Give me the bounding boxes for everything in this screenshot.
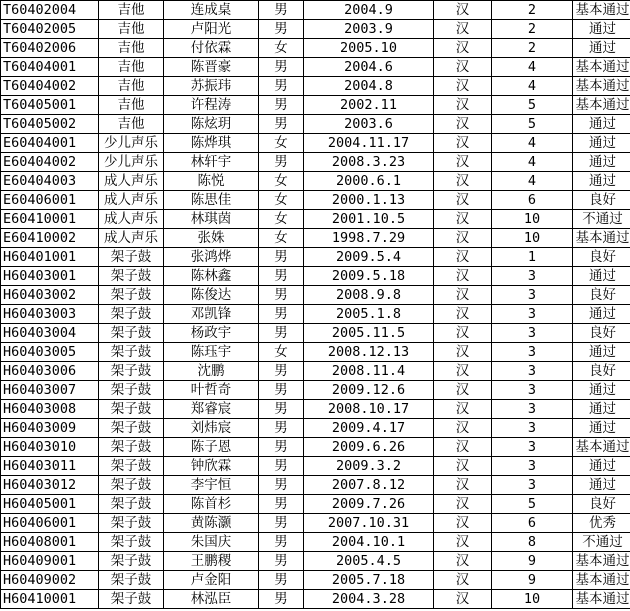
gender-cell: 女	[259, 191, 304, 210]
ethnicity-cell: 汉	[434, 96, 492, 115]
birth-date-cell: 2008.3.23	[304, 153, 434, 172]
exam-level-cell: 2	[492, 20, 573, 39]
student-name-cell: 杨政宇	[164, 324, 259, 343]
gender-cell: 男	[259, 514, 304, 533]
table-row	[1, 476, 630, 495]
student-id-cell: H60408001	[1, 533, 99, 552]
exam-level-cell: 4	[492, 58, 573, 77]
birth-date-cell: 2004.9	[304, 1, 434, 20]
table-row	[1, 438, 630, 457]
table-row	[1, 419, 630, 438]
student-name-cell: 苏振玮	[164, 77, 259, 96]
birth-date-cell: 2004.8	[304, 77, 434, 96]
instrument-cell: 架子鼓	[99, 286, 164, 305]
birth-date-cell: 2002.11	[304, 96, 434, 115]
birth-date-cell: 2003.9	[304, 20, 434, 39]
exam-level-cell: 3	[492, 362, 573, 381]
table-row	[1, 514, 630, 533]
gender-cell: 男	[259, 153, 304, 172]
instrument-cell: 架子鼓	[99, 419, 164, 438]
instrument-cell: 架子鼓	[99, 457, 164, 476]
exam-result-cell: 通过	[573, 343, 630, 362]
ethnicity-cell: 汉	[434, 476, 492, 495]
instrument-cell: 架子鼓	[99, 571, 164, 590]
exam-level-cell: 2	[492, 1, 573, 20]
exam-level-cell: 9	[492, 552, 573, 571]
table-row	[1, 457, 630, 476]
student-id-cell: H60409001	[1, 552, 99, 571]
exam-result-cell: 通过	[573, 381, 630, 400]
instrument-cell: 吉他	[99, 1, 164, 20]
table-row	[1, 153, 630, 172]
gender-cell: 男	[259, 552, 304, 571]
student-id-cell: T60405002	[1, 115, 99, 134]
exam-result-cell: 基本通过	[573, 438, 630, 457]
exam-result-cell: 基本通过	[573, 229, 630, 248]
exam-result-cell: 基本通过	[573, 96, 630, 115]
student-id-cell: H60401001	[1, 248, 99, 267]
gender-cell: 男	[259, 495, 304, 514]
birth-date-cell: 2009.3.2	[304, 457, 434, 476]
instrument-cell: 架子鼓	[99, 305, 164, 324]
table-body	[1, 1, 630, 609]
exam-level-cell: 5	[492, 96, 573, 115]
student-name-cell: 朱国庆	[164, 533, 259, 552]
table-row	[1, 172, 630, 191]
gender-cell: 男	[259, 381, 304, 400]
instrument-cell: 少儿声乐	[99, 134, 164, 153]
ethnicity-cell: 汉	[434, 305, 492, 324]
instrument-cell: 架子鼓	[99, 362, 164, 381]
exam-level-cell: 4	[492, 172, 573, 191]
student-name-cell: 黄陈灏	[164, 514, 259, 533]
ethnicity-cell: 汉	[434, 495, 492, 514]
student-name-cell: 陈悦	[164, 172, 259, 191]
table-row	[1, 324, 630, 343]
student-name-cell: 郑睿宸	[164, 400, 259, 419]
student-name-cell: 许程涛	[164, 96, 259, 115]
gender-cell: 女	[259, 172, 304, 191]
ethnicity-cell: 汉	[434, 438, 492, 457]
gender-cell: 男	[259, 419, 304, 438]
birth-date-cell: 2001.10.5	[304, 210, 434, 229]
student-name-cell: 叶哲奇	[164, 381, 259, 400]
gender-cell: 男	[259, 20, 304, 39]
student-id-cell: H60403004	[1, 324, 99, 343]
exam-result-cell: 良好	[573, 362, 630, 381]
ethnicity-cell: 汉	[434, 552, 492, 571]
table-row	[1, 286, 630, 305]
instrument-cell: 成人声乐	[99, 210, 164, 229]
exam-result-cell: 基本通过	[573, 571, 630, 590]
exam-result-cell: 良好	[573, 191, 630, 210]
instrument-cell: 成人声乐	[99, 229, 164, 248]
exam-result-cell: 基本通过	[573, 590, 630, 609]
table-row	[1, 343, 630, 362]
student-id-cell: T60404001	[1, 58, 99, 77]
student-id-cell: H60403007	[1, 381, 99, 400]
birth-date-cell: 2009.5.4	[304, 248, 434, 267]
ethnicity-cell: 汉	[434, 419, 492, 438]
table-row	[1, 381, 630, 400]
exam-result-cell: 良好	[573, 495, 630, 514]
instrument-cell: 吉他	[99, 77, 164, 96]
table-row	[1, 362, 630, 381]
student-name-cell: 陈首杉	[164, 495, 259, 514]
student-name-cell: 沈鹏	[164, 362, 259, 381]
table-row	[1, 115, 630, 134]
exam-level-cell: 9	[492, 571, 573, 590]
instrument-cell: 架子鼓	[99, 267, 164, 286]
instrument-cell: 架子鼓	[99, 590, 164, 609]
birth-date-cell: 2005.7.18	[304, 571, 434, 590]
birth-date-cell: 2004.3.28	[304, 590, 434, 609]
student-id-cell: T60402005	[1, 20, 99, 39]
student-name-cell: 卢阳光	[164, 20, 259, 39]
student-name-cell: 卢金阳	[164, 571, 259, 590]
student-id-cell: T60405001	[1, 96, 99, 115]
ethnicity-cell: 汉	[434, 115, 492, 134]
ethnicity-cell: 汉	[434, 58, 492, 77]
exam-result-cell: 优秀	[573, 514, 630, 533]
student-id-cell: E60410001	[1, 210, 99, 229]
instrument-cell: 架子鼓	[99, 248, 164, 267]
table-row	[1, 267, 630, 286]
exam-result-cell: 通过	[573, 153, 630, 172]
student-name-cell: 张姝	[164, 229, 259, 248]
gender-cell: 男	[259, 590, 304, 609]
student-id-cell: E60404003	[1, 172, 99, 191]
student-id-cell: T60402004	[1, 1, 99, 20]
student-id-cell: E60404001	[1, 134, 99, 153]
birth-date-cell: 2003.6	[304, 115, 434, 134]
student-name-cell: 刘炜宸	[164, 419, 259, 438]
student-id-cell: E60406001	[1, 191, 99, 210]
ethnicity-cell: 汉	[434, 286, 492, 305]
instrument-cell: 架子鼓	[99, 495, 164, 514]
table-row	[1, 305, 630, 324]
birth-date-cell: 2005.1.8	[304, 305, 434, 324]
exam-level-cell: 6	[492, 514, 573, 533]
exam-level-cell: 3	[492, 267, 573, 286]
exam-level-cell: 6	[492, 191, 573, 210]
ethnicity-cell: 汉	[434, 362, 492, 381]
gender-cell: 女	[259, 39, 304, 58]
student-name-cell: 林琪茵	[164, 210, 259, 229]
table-row	[1, 590, 630, 609]
gender-cell: 女	[259, 343, 304, 362]
instrument-cell: 架子鼓	[99, 514, 164, 533]
student-id-cell: T60402006	[1, 39, 99, 58]
student-name-cell: 陈晋豪	[164, 58, 259, 77]
gender-cell: 女	[259, 134, 304, 153]
student-name-cell: 陈林鑫	[164, 267, 259, 286]
table-row	[1, 495, 630, 514]
exam-result-cell: 基本通过	[573, 58, 630, 77]
exam-result-cell: 不通过	[573, 210, 630, 229]
birth-date-cell: 2000.1.13	[304, 191, 434, 210]
ethnicity-cell: 汉	[434, 77, 492, 96]
student-name-cell: 林泓臣	[164, 590, 259, 609]
ethnicity-cell: 汉	[434, 324, 492, 343]
ethnicity-cell: 汉	[434, 343, 492, 362]
instrument-cell: 吉他	[99, 39, 164, 58]
ethnicity-cell: 汉	[434, 229, 492, 248]
instrument-cell: 架子鼓	[99, 438, 164, 457]
exam-result-cell: 通过	[573, 305, 630, 324]
ethnicity-cell: 汉	[434, 457, 492, 476]
birth-date-cell: 2007.10.31	[304, 514, 434, 533]
student-name-cell: 陈俊达	[164, 286, 259, 305]
birth-date-cell: 2004.6	[304, 58, 434, 77]
student-name-cell: 邓凯锋	[164, 305, 259, 324]
student-name-cell: 王鹏稷	[164, 552, 259, 571]
gender-cell: 女	[259, 210, 304, 229]
student-name-cell: 陈珏宇	[164, 343, 259, 362]
exam-result-cell: 基本通过	[573, 1, 630, 20]
table-row	[1, 96, 630, 115]
gender-cell: 女	[259, 229, 304, 248]
ethnicity-cell: 汉	[434, 571, 492, 590]
gender-cell: 男	[259, 438, 304, 457]
table-row	[1, 77, 630, 96]
instrument-cell: 吉他	[99, 115, 164, 134]
table-row	[1, 533, 630, 552]
student-id-cell: H60403012	[1, 476, 99, 495]
birth-date-cell: 2009.12.6	[304, 381, 434, 400]
ethnicity-cell: 汉	[434, 267, 492, 286]
student-id-cell: H60405001	[1, 495, 99, 514]
ethnicity-cell: 汉	[434, 400, 492, 419]
ethnicity-cell: 汉	[434, 172, 492, 191]
student-id-cell: H60403001	[1, 267, 99, 286]
instrument-cell: 少儿声乐	[99, 153, 164, 172]
student-name-cell: 连成桌	[164, 1, 259, 20]
exam-level-cell: 1	[492, 248, 573, 267]
table-row	[1, 400, 630, 419]
exam-result-cell: 通过	[573, 39, 630, 58]
exam-level-cell: 4	[492, 153, 573, 172]
table-row	[1, 20, 630, 39]
student-id-cell: E60404002	[1, 153, 99, 172]
table-row	[1, 1, 630, 20]
birth-date-cell: 2005.4.5	[304, 552, 434, 571]
instrument-cell: 架子鼓	[99, 533, 164, 552]
birth-date-cell: 2000.6.1	[304, 172, 434, 191]
birth-date-cell: 2004.10.1	[304, 533, 434, 552]
exam-level-cell: 3	[492, 400, 573, 419]
table-row	[1, 210, 630, 229]
birth-date-cell: 2008.9.8	[304, 286, 434, 305]
exam-result-cell: 通过	[573, 115, 630, 134]
exam-level-cell: 4	[492, 134, 573, 153]
gender-cell: 男	[259, 115, 304, 134]
gender-cell: 男	[259, 324, 304, 343]
exam-result-cell: 基本通过	[573, 77, 630, 96]
table-row	[1, 229, 630, 248]
gender-cell: 男	[259, 286, 304, 305]
exam-level-cell: 3	[492, 419, 573, 438]
student-id-cell: T60404002	[1, 77, 99, 96]
student-id-cell: H60403005	[1, 343, 99, 362]
instrument-cell: 架子鼓	[99, 343, 164, 362]
gender-cell: 男	[259, 305, 304, 324]
birth-date-cell: 2009.5.18	[304, 267, 434, 286]
ethnicity-cell: 汉	[434, 248, 492, 267]
ethnicity-cell: 汉	[434, 191, 492, 210]
student-id-cell: H60403010	[1, 438, 99, 457]
exam-level-cell: 3	[492, 381, 573, 400]
birth-date-cell: 1998.7.29	[304, 229, 434, 248]
birth-date-cell: 2007.8.12	[304, 476, 434, 495]
exam-level-cell: 5	[492, 495, 573, 514]
ethnicity-cell: 汉	[434, 134, 492, 153]
birth-date-cell: 2008.10.17	[304, 400, 434, 419]
student-name-cell: 陈炫玥	[164, 115, 259, 134]
exam-level-cell: 3	[492, 457, 573, 476]
exam-level-cell: 8	[492, 533, 573, 552]
exam-level-cell: 10	[492, 229, 573, 248]
exam-result-cell: 良好	[573, 286, 630, 305]
exam-level-cell: 5	[492, 115, 573, 134]
student-id-cell: H60406001	[1, 514, 99, 533]
table-row	[1, 191, 630, 210]
exam-result-cell: 良好	[573, 248, 630, 267]
student-name-cell: 林轩宇	[164, 153, 259, 172]
exam-level-cell: 4	[492, 77, 573, 96]
gender-cell: 男	[259, 58, 304, 77]
student-id-cell: H60403003	[1, 305, 99, 324]
birth-date-cell: 2005.11.5	[304, 324, 434, 343]
instrument-cell: 吉他	[99, 58, 164, 77]
exam-level-cell: 3	[492, 343, 573, 362]
exam-level-cell: 10	[492, 210, 573, 229]
gender-cell: 男	[259, 457, 304, 476]
ethnicity-cell: 汉	[434, 39, 492, 58]
exam-result-cell: 良好	[573, 324, 630, 343]
exam-level-cell: 3	[492, 305, 573, 324]
table-row	[1, 134, 630, 153]
gender-cell: 男	[259, 96, 304, 115]
instrument-cell: 成人声乐	[99, 191, 164, 210]
instrument-cell: 架子鼓	[99, 381, 164, 400]
gender-cell: 男	[259, 400, 304, 419]
student-id-cell: H60403011	[1, 457, 99, 476]
ethnicity-cell: 汉	[434, 20, 492, 39]
student-name-cell: 陈子恩	[164, 438, 259, 457]
ethnicity-cell: 汉	[434, 210, 492, 229]
exam-level-cell: 3	[492, 438, 573, 457]
exam-result-cell: 通过	[573, 457, 630, 476]
student-id-cell: E60410002	[1, 229, 99, 248]
table-row	[1, 571, 630, 590]
exam-level-cell: 3	[492, 476, 573, 495]
gender-cell: 男	[259, 533, 304, 552]
birth-date-cell: 2009.6.26	[304, 438, 434, 457]
exam-level-cell: 3	[492, 324, 573, 343]
table-row	[1, 39, 630, 58]
student-id-cell: H60409002	[1, 571, 99, 590]
exam-result-cell: 通过	[573, 400, 630, 419]
instrument-cell: 架子鼓	[99, 476, 164, 495]
student-id-cell: H60403009	[1, 419, 99, 438]
ethnicity-cell: 汉	[434, 590, 492, 609]
instrument-cell: 架子鼓	[99, 552, 164, 571]
student-name-cell: 张鸿烨	[164, 248, 259, 267]
student-name-cell: 李宇恒	[164, 476, 259, 495]
student-name-cell: 钟欣霖	[164, 457, 259, 476]
instrument-cell: 成人声乐	[99, 172, 164, 191]
birth-date-cell: 2008.11.4	[304, 362, 434, 381]
exam-level-cell: 3	[492, 286, 573, 305]
birth-date-cell: 2008.12.13	[304, 343, 434, 362]
table-row	[1, 58, 630, 77]
gender-cell: 男	[259, 362, 304, 381]
gender-cell: 男	[259, 476, 304, 495]
exam-result-cell: 通过	[573, 476, 630, 495]
exam-level-cell: 2	[492, 39, 573, 58]
gender-cell: 男	[259, 267, 304, 286]
student-name-cell: 陈烨琪	[164, 134, 259, 153]
gender-cell: 男	[259, 248, 304, 267]
gender-cell: 男	[259, 571, 304, 590]
student-id-cell: H60403002	[1, 286, 99, 305]
ethnicity-cell: 汉	[434, 153, 492, 172]
table-row	[1, 248, 630, 267]
student-id-cell: H60410001	[1, 590, 99, 609]
exam-result-cell: 不通过	[573, 533, 630, 552]
birth-date-cell: 2009.4.17	[304, 419, 434, 438]
exam-result-cell: 通过	[573, 172, 630, 191]
birth-date-cell: 2005.10	[304, 39, 434, 58]
exam-result-cell: 通过	[573, 20, 630, 39]
exam-result-cell: 基本通过	[573, 552, 630, 571]
birth-date-cell: 2004.11.17	[304, 134, 434, 153]
student-id-cell: H60403006	[1, 362, 99, 381]
student-name-cell: 陈思佳	[164, 191, 259, 210]
instrument-cell: 架子鼓	[99, 324, 164, 343]
ethnicity-cell: 汉	[434, 514, 492, 533]
table-row	[1, 552, 630, 571]
exam-level-cell: 10	[492, 590, 573, 609]
ethnicity-cell: 汉	[434, 1, 492, 20]
ethnicity-cell: 汉	[434, 533, 492, 552]
exam-result-cell: 通过	[573, 419, 630, 438]
student-id-cell: H60403008	[1, 400, 99, 419]
instrument-cell: 架子鼓	[99, 400, 164, 419]
gender-cell: 男	[259, 77, 304, 96]
gender-cell: 男	[259, 1, 304, 20]
ethnicity-cell: 汉	[434, 381, 492, 400]
exam-result-cell: 通过	[573, 134, 630, 153]
birth-date-cell: 2009.7.26	[304, 495, 434, 514]
instrument-cell: 吉他	[99, 96, 164, 115]
student-name-cell: 付依霖	[164, 39, 259, 58]
exam-result-cell: 通过	[573, 267, 630, 286]
instrument-cell: 吉他	[99, 20, 164, 39]
